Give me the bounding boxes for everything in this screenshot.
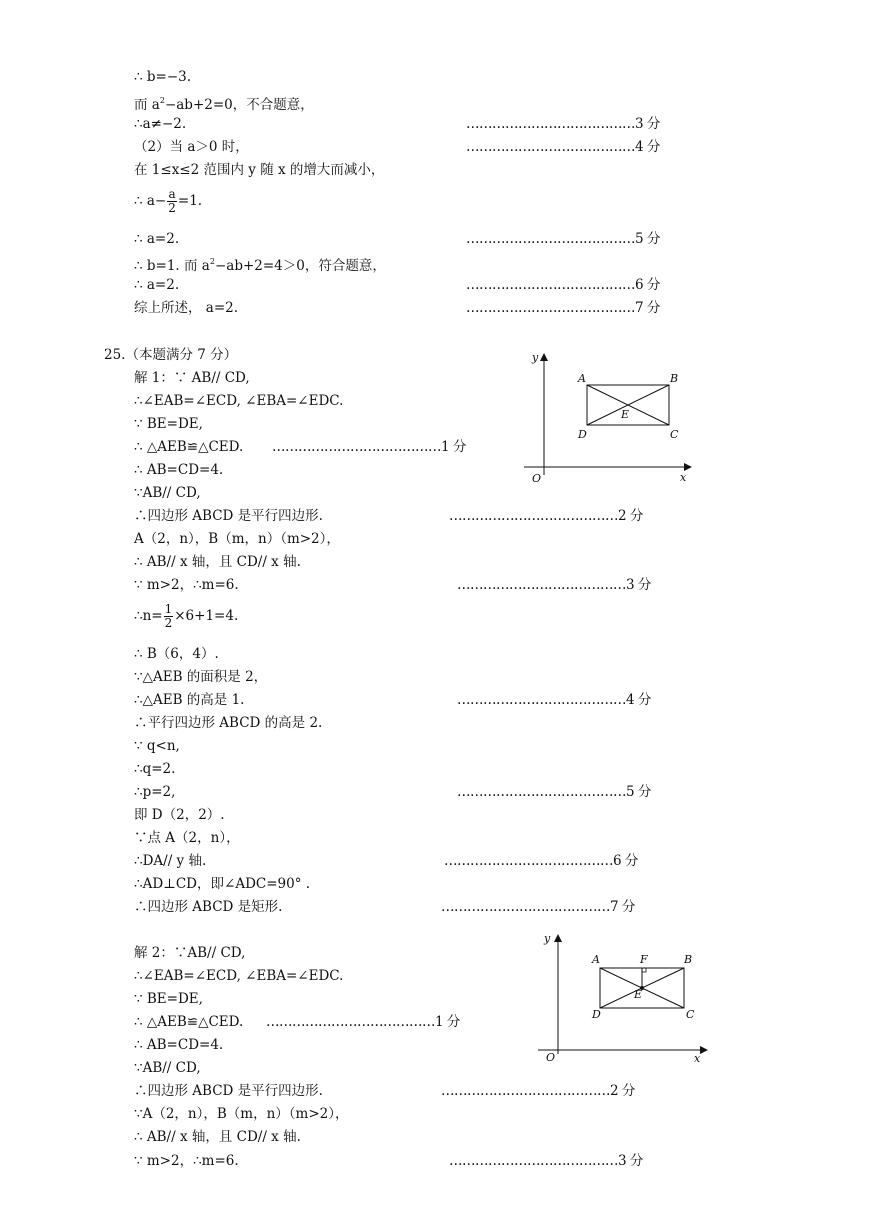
point-b-label: B: [684, 953, 693, 966]
coordinate-figure-2: [532, 928, 712, 1068]
question-heading: 25.（本题满分 7 分）: [104, 347, 238, 363]
solution-line: 在 1≤x≤2 范围内 y 随 x 的增大而减小，: [134, 162, 385, 178]
score-marker: …………………………………4 分: [466, 139, 660, 155]
score-marker: …………………………………2 分: [441, 1083, 635, 1099]
point-a-label: A: [592, 953, 600, 966]
score-marker: …………………………………5 分: [466, 231, 660, 247]
solution-line: ∴ △AEB≌△CED.: [134, 1014, 244, 1030]
y-axis-label: y: [532, 351, 539, 364]
solution-line: ∴四边形 ABCD 是矩形.: [134, 899, 283, 915]
solution-line: ∵ BE=DE,: [134, 416, 203, 432]
solution-line: ∵ m>2，∴m=6.: [134, 1153, 239, 1169]
solution-line: 解 2：∵AB// CD,: [134, 945, 246, 961]
solution-line: ∴四边形 ABCD 是平行四边形.: [134, 1083, 323, 1099]
solution-line: ∴AD⊥CD，即∠ADC=90° .: [134, 876, 311, 892]
solution-line: ∴ AB=CD=4.: [134, 462, 224, 478]
point-b-label: B: [670, 372, 679, 385]
solution-line: ∴DA// y 轴.: [134, 853, 207, 869]
solution-line: ∴ b=1. 而 $a^2-ab+2=4>0$，符合题意，: [134, 257, 386, 274]
point-e-label: E: [634, 988, 643, 1001]
point-d-label: D: [592, 1008, 601, 1021]
point-c-label: C: [686, 1008, 695, 1021]
solution-line: 综上所述， a=2.: [134, 300, 239, 316]
solution-line-fraction: ∴n= $\frac{1}{2}$ ×6+1=4.: [134, 602, 239, 630]
solution-line: ∴△AEB 的高是 1.: [134, 692, 245, 708]
solution-line: ∴四边形 ABCD 是平行四边形.: [134, 508, 323, 524]
score-marker: …………………………………5 分: [457, 784, 651, 800]
score-marker: …………………………………4 分: [457, 692, 651, 708]
solution-line: ∴ AB// x 轴，且 CD// x 轴.: [134, 1129, 301, 1145]
solution-line: 而 $a^2-ab+2=0$，不合题意，: [134, 96, 314, 113]
solution-line-fraction: ∴ a− $\frac{a}{2}$ =1.: [134, 187, 203, 215]
solution-line: ∴q=2.: [134, 761, 176, 777]
solution-line: ∵A（2，n），B（m，n）（m>2），: [134, 1106, 349, 1122]
point-c-label: C: [670, 428, 679, 441]
solution-line: ∵AB// CD,: [134, 1060, 201, 1076]
solution-line: ∴a≠−2.: [134, 116, 187, 132]
solution-line: A（2，n），B（m，n）（m>2），: [134, 531, 340, 547]
solution-line: 即 D（2，2）.: [134, 807, 225, 823]
origin-label: O: [532, 472, 542, 485]
point-e-label: E: [621, 408, 630, 421]
solution-line: （2）当 a＞0 时，: [134, 139, 249, 155]
score-marker: …………………………………7 分: [466, 300, 660, 316]
score-marker: …………………………………3 分: [449, 1153, 643, 1169]
solution-line: ∴ a=2.: [134, 277, 180, 293]
point-f-label: F: [640, 953, 648, 966]
score-marker: …………………………………2 分: [449, 508, 643, 524]
x-axis-label: x: [694, 1052, 701, 1065]
coordinate-figure-1: [520, 345, 700, 490]
right-angle-mark: [642, 968, 646, 972]
point-a-label: A: [578, 372, 586, 385]
solution-line: ∵ m>2，∴m=6.: [134, 577, 239, 593]
point-d-label: D: [578, 428, 587, 441]
solution-line: ∴ a=2.: [134, 231, 180, 247]
solution-line: ∴∠EAB=∠ECD, ∠EBA=∠EDC.: [134, 393, 344, 409]
score-marker: …………………………………6 分: [466, 277, 660, 293]
solution-line: ∴平行四边形 ABCD 的高是 2.: [134, 715, 323, 731]
score-marker: …………………………………3 分: [466, 116, 660, 132]
solution-line: ∴p=2,: [134, 784, 176, 800]
solution-line: ∵△AEB 的面积是 2，: [134, 669, 268, 685]
solution-line: ∴ △AEB≌△CED.: [134, 439, 244, 455]
solution-line: ∵AB// CD,: [134, 485, 201, 501]
solution-line: ∵点 A（2，n），: [134, 830, 240, 846]
score-marker: …………………………………3 分: [457, 577, 651, 593]
solution-line: ∴∠EAB=∠ECD, ∠EBA=∠EDC.: [134, 968, 344, 984]
solution-line: 解 1：∵ AB// CD,: [134, 370, 250, 386]
origin-label: O: [546, 1051, 556, 1064]
score-marker: …………………………………1 分: [266, 1014, 460, 1030]
x-axis-label: x: [680, 471, 687, 484]
solution-line: ∴ b=−3.: [134, 69, 192, 85]
solution-line: ∵ q<n,: [134, 738, 180, 754]
score-marker: …………………………………6 分: [444, 853, 638, 869]
score-marker: …………………………………1 分: [272, 439, 466, 455]
score-marker: …………………………………7 分: [441, 899, 635, 915]
y-axis-label: y: [544, 932, 551, 945]
solution-line: ∴ B（6，4）.: [134, 646, 219, 662]
solution-line: ∵ BE=DE,: [134, 991, 203, 1007]
solution-line: ∴ AB// x 轴，且 CD// x 轴.: [134, 554, 301, 570]
solution-line: ∴ AB=CD=4.: [134, 1037, 224, 1053]
